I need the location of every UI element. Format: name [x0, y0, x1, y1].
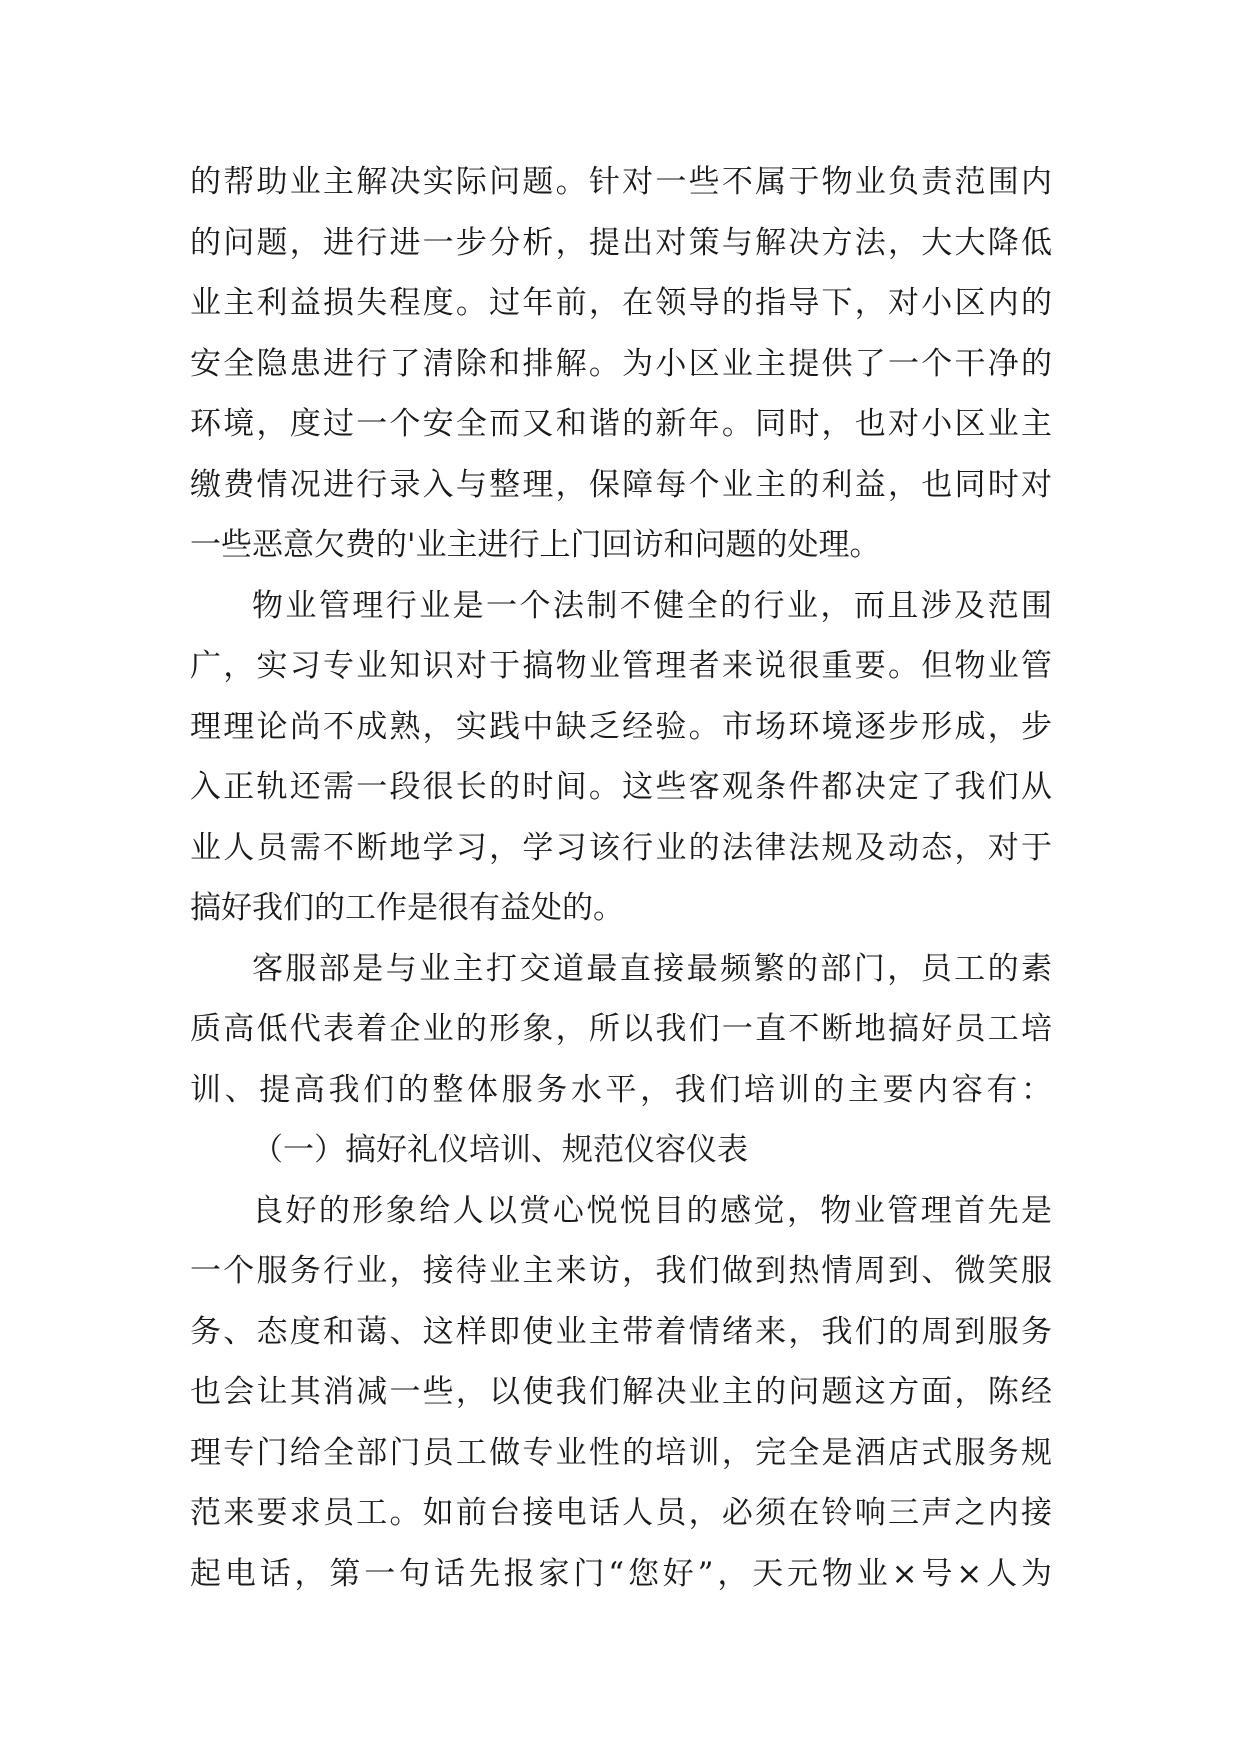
text-line: 范来要求员工。如前台接电话人员，必须在铃响三声之内接	[190, 1495, 1052, 1531]
text-line: 训、提高我们的整体服务水平，我们培训的主要内容有：	[190, 1071, 1052, 1108]
text-line: 一个服务行业，接待业主来访，我们做到热情周到、微笑服	[190, 1253, 1052, 1289]
text-line: 环境，度过一个安全而又和谐的新年。同时，也对小区业主	[190, 406, 1052, 442]
text-line: 良好的形象给人以赏心悦悦目的感觉，物业管理首先是	[252, 1192, 1052, 1229]
text-line: 业主利益损失程度。过年前，在领导的指导下，对小区内的	[190, 285, 1052, 321]
section-heading: （一）搞好礼仪培训、规范仪容仪表	[252, 1132, 748, 1168]
text-line: 物业管理行业是一个法制不健全的行业，而且涉及范围	[252, 587, 1052, 624]
text-line: 入正轨还需一段很长的时间。这些客观条件都决定了我们从	[190, 769, 1052, 805]
text-line: 务、态度和蔼、这样即使业主带着情绪来，我们的周到服务	[190, 1313, 1052, 1350]
text-line: 理专门给全部门员工做专业性的培训，完全是酒店式服务规	[190, 1434, 1052, 1471]
text-line: 的帮助业主解决实际问题。针对一些不属于物业负责范围内	[190, 164, 1052, 200]
text-line: 安全隐患进行了清除和排解。为小区业主提供了一个干净的	[190, 345, 1052, 382]
text-line: 质高低代表着企业的形象，所以我们一直不断地搞好员工培	[190, 1011, 1052, 1047]
text-line: 业人员需不断地学习，学习该行业的法律法规及动态，对于	[190, 829, 1052, 866]
text-line: 一些恶意欠费的'业主进行上门回访和问题的处理。	[190, 527, 881, 563]
document-body	[190, 152, 1052, 1604]
text-line: 广，实习专业知识对于搞物业管理者来说很重要。但物业管	[190, 648, 1052, 684]
text-line: 的问题，进行进一步分析，提出对策与解决方法，大大降低	[190, 224, 1052, 261]
text-line: 理理论尚不成熟，实践中缺乏经验。市场环境逐步形成，步	[190, 708, 1052, 745]
text-line: 缴费情况进行录入与整理，保障每个业主的利益，也同时对	[190, 466, 1052, 503]
text-line: 客服部是与业主打交道最直接最频繁的部门，员工的素	[252, 950, 1052, 987]
text-line: 搞好我们的工作是很有益处的。	[190, 890, 624, 926]
text-line: 起电话，第一句话先报家门“您好”，天元物业×号×人为	[190, 1555, 1052, 1592]
text-line: 也会让其消减一些，以使我们解决业主的问题这方面，陈经	[190, 1374, 1052, 1410]
